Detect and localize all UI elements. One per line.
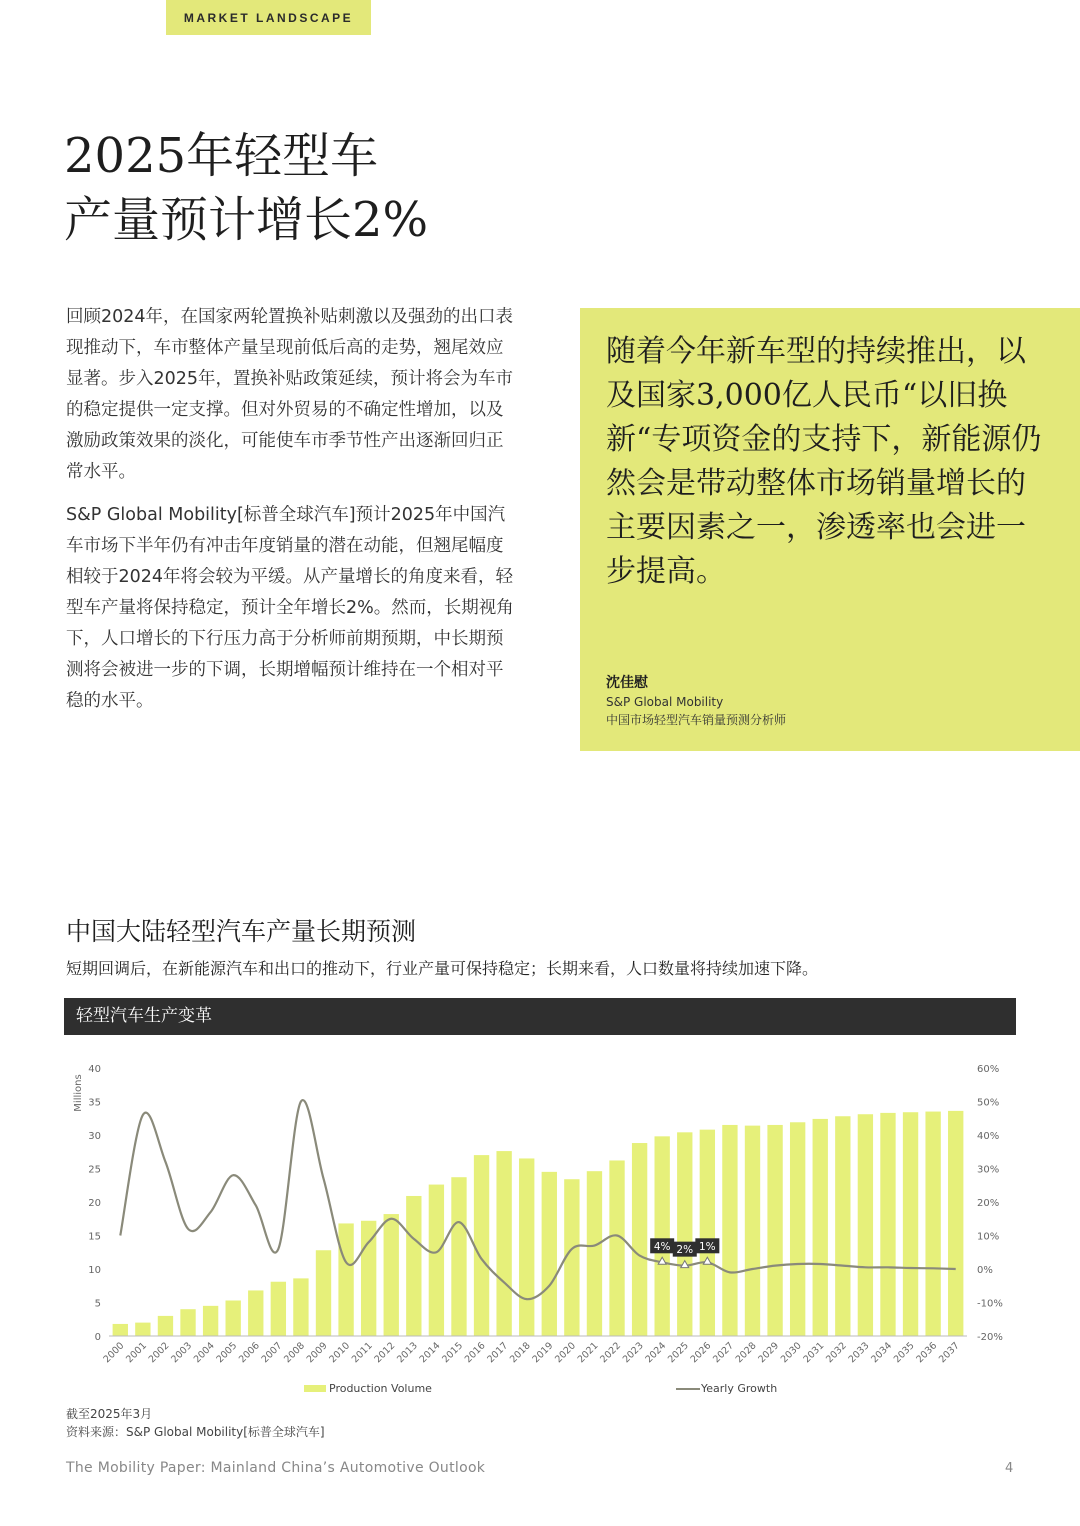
x-tick-label: 2030 bbox=[778, 1340, 804, 1366]
y-tick-label: 15 bbox=[88, 1231, 101, 1243]
x-tick-label: 2019 bbox=[530, 1340, 556, 1366]
bar-production bbox=[361, 1221, 376, 1336]
y-tick-label: 5 bbox=[94, 1298, 101, 1310]
x-tick-label: 2035 bbox=[891, 1340, 917, 1366]
chart-note-source: 资料来源：S&P Global Mobility[标普全球汽车] bbox=[66, 1425, 325, 1439]
bar-production bbox=[406, 1196, 421, 1336]
chart-header-bar: 轻型汽车生产变革 bbox=[64, 998, 1016, 1035]
bar-production bbox=[587, 1171, 602, 1336]
bar-production bbox=[271, 1282, 286, 1336]
y2-tick-label: -10% bbox=[977, 1298, 1003, 1310]
quote-organization: S&P Global Mobility bbox=[606, 695, 724, 709]
bar-production bbox=[113, 1324, 128, 1336]
y2-tick-label: 60% bbox=[977, 1064, 1000, 1075]
chart-note-date: 截至2025年3月 bbox=[66, 1407, 153, 1421]
bar-production bbox=[135, 1323, 150, 1336]
bar-production bbox=[542, 1172, 557, 1336]
x-tick-label: 2015 bbox=[440, 1340, 466, 1366]
bar-production bbox=[203, 1306, 218, 1336]
footer-text: The Mobility Paper: Mainland China’s Automotive Outlook bbox=[66, 1460, 486, 1476]
y2-tick-label: 30% bbox=[977, 1164, 1000, 1176]
bar-production bbox=[248, 1290, 263, 1336]
y-tick-label: 20 bbox=[88, 1198, 101, 1209]
bar-production bbox=[722, 1125, 737, 1336]
bar-production bbox=[180, 1309, 195, 1336]
body-paragraph-1: 回顾2024年，在国家两轮置换补贴刺激以及强劲的出口表现推动下，车市整体产量呈现前低后高的走势，翘尾效应显著。步入2025年，置换补贴政策延续，预计将会为车市的稳定提供一定支撑。但对外贸易的不确定性增加，以及激励政策效果的淡化，可能使车市季节性产出逐渐回归正常水平。 bbox=[66, 307, 514, 482]
x-tick-label: 2011 bbox=[349, 1340, 375, 1366]
x-tick-label: 2018 bbox=[507, 1340, 533, 1366]
growth-label: 1% bbox=[699, 1240, 716, 1253]
x-tick-label: 2016 bbox=[462, 1340, 488, 1366]
bar-production bbox=[790, 1122, 805, 1336]
bar-production bbox=[858, 1114, 873, 1336]
x-tick-label: 2034 bbox=[869, 1340, 895, 1366]
bar-production bbox=[745, 1126, 760, 1336]
bar-production bbox=[158, 1316, 173, 1336]
line-yearly-growth bbox=[120, 1100, 955, 1299]
x-tick-label: 2036 bbox=[914, 1340, 940, 1366]
chart-section-subtitle: 短期回调后，在新能源汽车和出口的推动下，行业产量可保持稳定；长期来看，人口数量将持续加速下降。 bbox=[66, 959, 819, 978]
growth-label: 4% bbox=[653, 1240, 671, 1253]
legend-label-growth: Yearly Growth bbox=[701, 1382, 778, 1395]
x-tick-label: 2024 bbox=[643, 1340, 669, 1366]
x-tick-label: 2006 bbox=[237, 1340, 262, 1366]
page-title bbox=[64, 124, 428, 252]
bar-production bbox=[316, 1250, 331, 1336]
x-tick-label: 2033 bbox=[846, 1340, 872, 1366]
x-tick-label: 2028 bbox=[733, 1340, 759, 1366]
bar-production bbox=[429, 1185, 444, 1336]
chart-section-title: 中国大陆轻型汽车产量长期预测 bbox=[66, 917, 417, 946]
production-chart bbox=[64, 1055, 1016, 1400]
x-tick-label: 2013 bbox=[395, 1340, 420, 1366]
quote-role: 中国市场轻型汽车销量预测分析师 bbox=[606, 713, 787, 727]
bar-production bbox=[496, 1151, 511, 1336]
x-tick-label: 2009 bbox=[304, 1340, 330, 1366]
y-tick-label: 25 bbox=[88, 1164, 101, 1176]
bar-production bbox=[903, 1112, 918, 1336]
x-tick-label: 2007 bbox=[259, 1340, 285, 1366]
x-tick-label: 2001 bbox=[124, 1340, 149, 1366]
x-tick-label: 2002 bbox=[146, 1340, 172, 1366]
x-tick-label: 2029 bbox=[756, 1340, 782, 1366]
bar-production bbox=[451, 1177, 466, 1336]
bar-production bbox=[655, 1136, 670, 1336]
bar-production bbox=[677, 1132, 692, 1336]
title-line-1: 2025年轻型车 bbox=[64, 128, 379, 184]
x-tick-label: 2026 bbox=[688, 1340, 714, 1366]
x-tick-label: 2010 bbox=[327, 1340, 353, 1366]
bar-production bbox=[813, 1119, 828, 1336]
y-tick-label: 30 bbox=[88, 1131, 101, 1142]
pull-quote bbox=[580, 308, 1080, 751]
y2-tick-label: 10% bbox=[977, 1231, 1000, 1243]
bar-production bbox=[948, 1111, 963, 1336]
y-tick-label: 40 bbox=[88, 1064, 101, 1075]
x-tick-label: 2031 bbox=[801, 1340, 827, 1366]
body-text bbox=[66, 302, 516, 729]
x-tick-label: 2037 bbox=[936, 1340, 962, 1366]
y2-tick-label: -20% bbox=[977, 1332, 1003, 1343]
x-tick-label: 2023 bbox=[620, 1340, 646, 1366]
page-number: 4 bbox=[1005, 1461, 1014, 1476]
bar-production bbox=[925, 1112, 940, 1336]
legend-label-production: Production Volume bbox=[329, 1382, 432, 1395]
growth-label: 2% bbox=[676, 1244, 694, 1257]
bar-production bbox=[767, 1125, 782, 1336]
x-tick-label: 2021 bbox=[575, 1340, 601, 1366]
y-tick-label: 10 bbox=[88, 1265, 101, 1276]
bar-production bbox=[293, 1278, 308, 1336]
bar-production bbox=[384, 1214, 399, 1336]
section-tag: MARKET LANDSCAPE bbox=[166, 0, 371, 35]
x-tick-label: 2025 bbox=[666, 1340, 691, 1366]
x-tick-label: 2014 bbox=[417, 1340, 443, 1366]
x-tick-label: 2022 bbox=[598, 1340, 624, 1366]
quote-author: 沈佳慰 bbox=[606, 675, 648, 691]
y2-tick-label: 0% bbox=[977, 1265, 993, 1276]
x-tick-label: 2012 bbox=[372, 1340, 398, 1366]
x-tick-label: 2017 bbox=[485, 1340, 511, 1366]
x-tick-label: 2020 bbox=[553, 1340, 578, 1366]
x-tick-label: 2032 bbox=[824, 1340, 849, 1366]
x-tick-label: 2027 bbox=[711, 1340, 737, 1366]
title-line-2: 产量预计增长2% bbox=[64, 192, 429, 248]
y-axis-label: Millions bbox=[73, 1074, 84, 1112]
y-tick-label: 0 bbox=[94, 1332, 101, 1343]
x-tick-label: 2003 bbox=[169, 1340, 195, 1366]
y2-tick-label: 50% bbox=[977, 1097, 1000, 1109]
bar-production bbox=[632, 1143, 647, 1336]
bar-production bbox=[835, 1116, 850, 1336]
quote-text: 随着今年新车型的持续推出，以及国家3,000亿人民币“以旧换新“专项资金的支持下，新能源仍然会是带动整体市场销量增长的主要因素之一，渗透率也会进一步提高。 bbox=[606, 334, 1042, 589]
bar-production bbox=[700, 1130, 715, 1336]
x-tick-label: 2005 bbox=[214, 1340, 240, 1366]
x-tick-label: 2004 bbox=[191, 1340, 217, 1366]
y2-tick-label: 40% bbox=[977, 1131, 1000, 1142]
bar-production bbox=[226, 1300, 241, 1336]
x-tick-label: 2000 bbox=[101, 1340, 127, 1366]
bar-production bbox=[880, 1113, 895, 1336]
body-paragraph-2: S&P Global Mobility[标普全球汽车]预计2025年中国汽车市场下半年仍有冲击年度销量的潜在动能，但翘尾幅度相较于2024年将会较为平缓。从产量增长的角度来看，轻型车产量将保持稳定，预计全年增长2%。然而，长期视角下，人口增长的下行压力高于分析师前期预期，中长期预测将会被进一步的下调，长期增幅预计维持在一个相对平稳的水平。 bbox=[66, 505, 514, 711]
y2-tick-label: 20% bbox=[977, 1198, 1000, 1209]
bar-production bbox=[338, 1223, 353, 1336]
bar-production bbox=[609, 1160, 624, 1336]
bar-production bbox=[474, 1155, 489, 1336]
legend-swatch-production bbox=[304, 1385, 326, 1392]
bar-production bbox=[519, 1158, 534, 1336]
x-tick-label: 2008 bbox=[282, 1340, 308, 1366]
y-tick-label: 35 bbox=[88, 1097, 101, 1109]
